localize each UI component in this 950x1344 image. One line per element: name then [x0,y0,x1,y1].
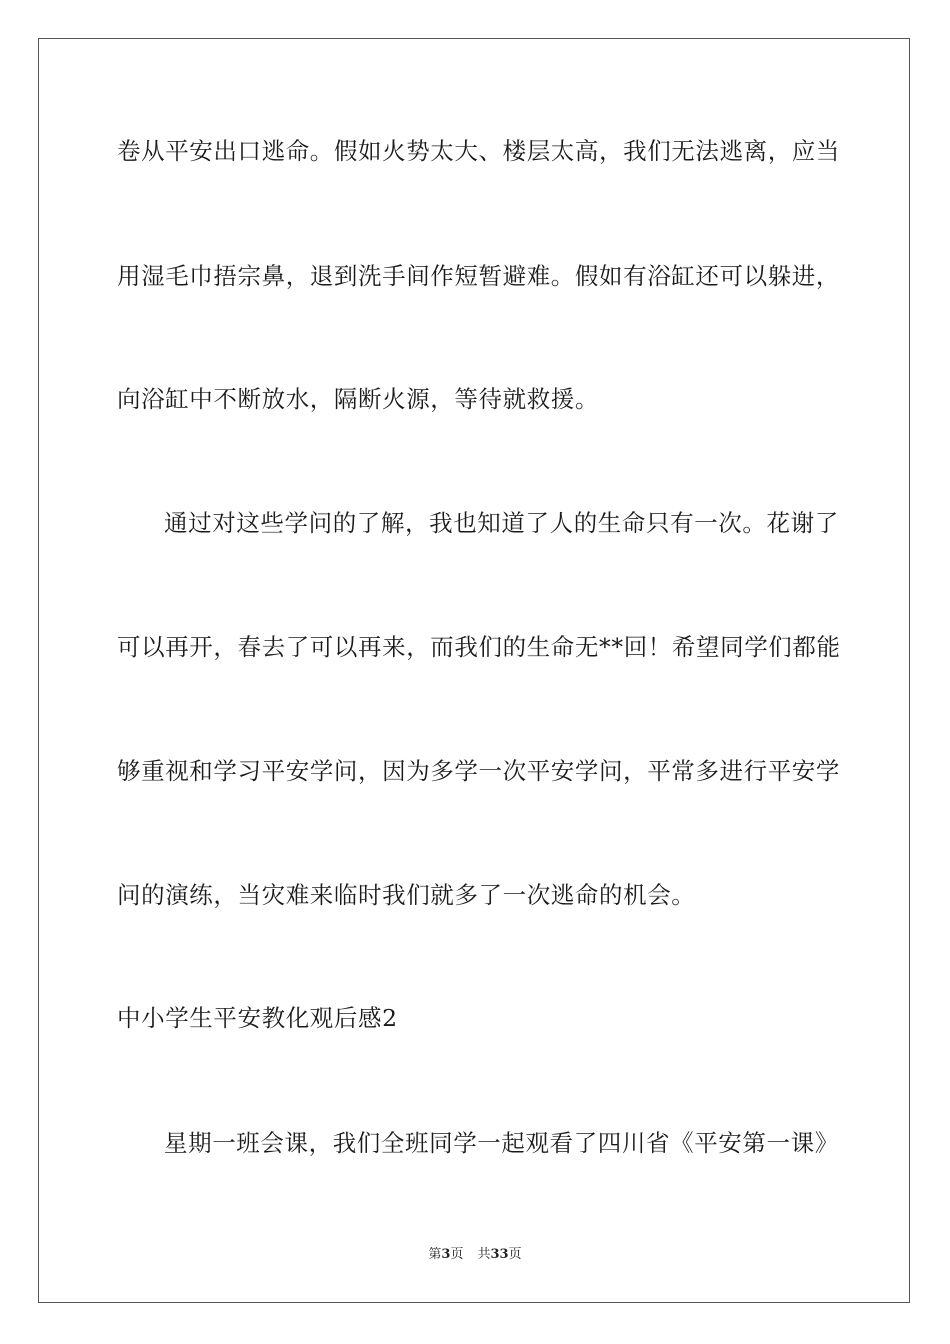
current-page-number: 3 [441,1247,451,1262]
page-suffix: 页 [450,1247,464,1262]
body-line-2: 用湿毛巾捂宗鼻，退到洗手间作短暂避难。假如有浴缸还可以躲进， [117,262,840,290]
section-heading: 中小学生平安教化观后感2 [117,1004,398,1032]
page-footer [0,1246,950,1264]
total-suffix: 页 [508,1247,522,1262]
body-line-8: 星期一班会课，我们全班同学一起观看了四川省《平安第一课》 [164,1129,839,1157]
body-line-6: 够重视和学习平安学问，因为多学一次平安学问，平常多进行平安学 [117,757,840,785]
body-line-3: 向浴缸中不断放水，隔断火源，等待就救援。 [117,385,599,413]
total-pages-number: 33 [490,1247,509,1262]
body-line-5: 可以再开，春去了可以再来，而我们的生命无**回！希望同学们都能 [117,633,841,661]
body-line-1: 卷从平安出口逃命。假如火势太大、楼层太高，我们无法逃离，应当 [117,137,840,165]
page-border [38,38,910,1303]
body-line-7: 问的演练，当灾难来临时我们就多了一次逃命的机会。 [117,881,696,909]
page-prefix: 第 [428,1247,442,1262]
total-prefix: 共 [477,1247,491,1262]
body-line-4: 通过对这些学问的了解，我也知道了人的生命只有一次。花谢了 [164,509,839,537]
